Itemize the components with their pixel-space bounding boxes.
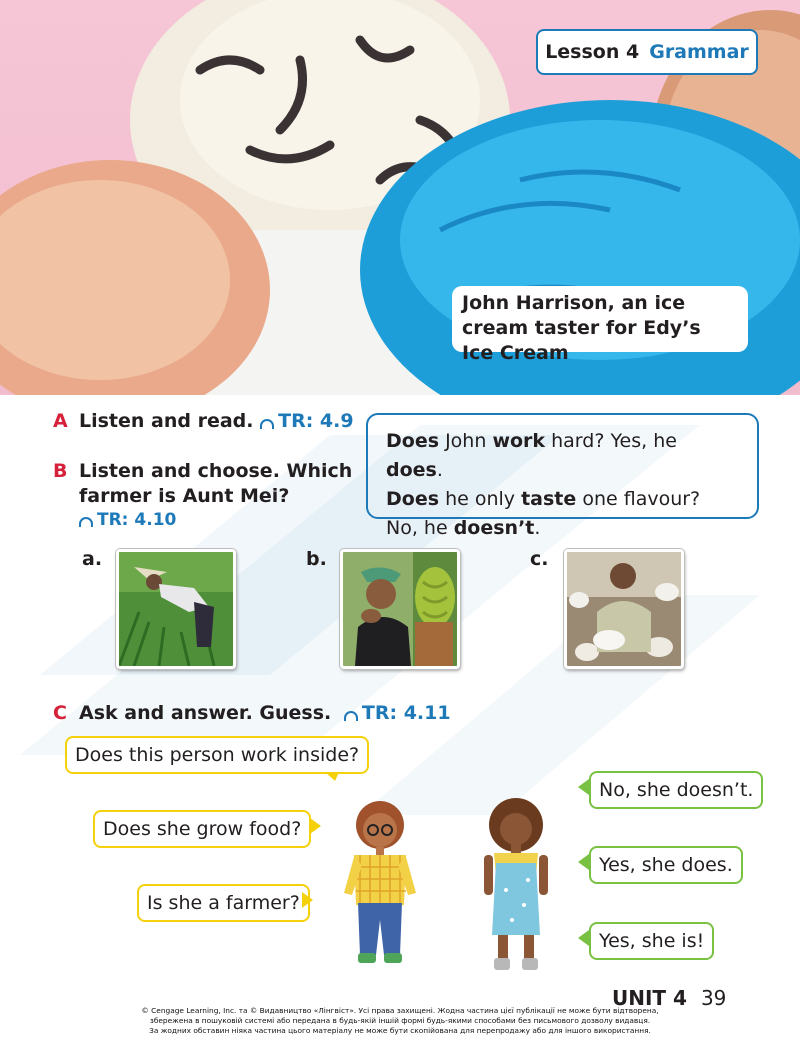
activity-letter: C: [53, 702, 67, 724]
boy-character-illustration: [340, 795, 420, 970]
activity-instruction-line2: farmer is Aunt Mei?: [79, 485, 290, 507]
legal-line: За жодних обставин ніяка частина цього матеріалу не може бути скопійована для перепродажу або для іншого використання.: [149, 1026, 651, 1035]
legal-line: збережена в пошуковій системі або передана в будь-якій іншій формі будь-якими способами без письмового дозволу видавця.: [149, 1016, 651, 1025]
grammar-bold: taste: [521, 488, 577, 510]
audio-track-link[interactable]: [344, 702, 451, 724]
answer-bubble-3: Yes, she is!: [589, 922, 714, 960]
grammar-text: .: [534, 517, 541, 539]
option-label-b: b.: [306, 548, 327, 570]
unit-label: UNIT 4: [612, 986, 687, 1010]
track-label: TR: 4.11: [361, 702, 451, 724]
grammar-line-2: [386, 485, 739, 514]
grammar-box: [366, 413, 759, 539]
activity-b: [53, 459, 352, 531]
answer-bubble-2: Yes, she does.: [589, 846, 743, 884]
answer-bubble-1: No, she doesn’t.: [589, 771, 763, 809]
option-photo-b[interactable]: [340, 549, 460, 669]
grammar-text: .: [436, 459, 443, 481]
grammar-text: John: [445, 430, 487, 452]
activity-instruction: Listen and read.: [79, 410, 254, 432]
option-label-a: a.: [82, 548, 103, 570]
headphones-icon: [344, 711, 358, 721]
grammar-text: hard? Yes, he: [551, 430, 677, 452]
option-photo-a[interactable]: [116, 549, 236, 669]
activity-letter: A: [53, 410, 68, 432]
legal-line: © Cengage Learning, Inc. та © Видавництво «Лінгвіст». Усі права захищені. Жодна частина цієї публікації не може бути відтворена,: [141, 1006, 659, 1015]
question-bubble-1: Does this person work inside?: [65, 736, 369, 774]
girl-character-illustration: [476, 795, 556, 975]
grammar-line-3: [386, 514, 739, 543]
grammar-text: No, he: [386, 517, 448, 539]
bubble-tail: [310, 818, 321, 834]
activity-a: [53, 409, 354, 434]
grammar-bold: work: [492, 430, 546, 452]
grammar-line-1: [386, 427, 739, 485]
activity-c: [53, 701, 451, 726]
option-photo-c[interactable]: [564, 549, 684, 669]
question-bubble-3: Is she a farmer?: [137, 884, 310, 922]
photo-caption: John Harrison, an ice cream taster for Edy’s Ice Cream: [452, 286, 748, 352]
headphones-icon: [260, 419, 274, 429]
section-label: Grammar: [649, 41, 749, 63]
activity-instruction-line1: Listen and choose. Which: [79, 460, 353, 482]
bubble-tail: [578, 930, 589, 946]
copyright-notice: [120, 1006, 680, 1036]
lesson-label: Lesson 4: [545, 41, 640, 63]
track-label: TR: 4.10: [97, 510, 177, 530]
photo-farmer-field: [119, 552, 233, 666]
grammar-bold: doesn’t: [453, 517, 535, 539]
photo-farmer-bananas: [343, 552, 457, 666]
photo-farmer-chickens: [567, 552, 681, 666]
grammar-bold: Does: [386, 488, 440, 510]
grammar-bold: Does: [386, 430, 440, 452]
question-bubble-2: Does she grow food?: [93, 810, 311, 848]
track-label: TR: 4.9: [278, 410, 354, 432]
audio-track-link[interactable]: [53, 509, 352, 531]
headphones-icon: [79, 517, 93, 527]
grammar-text: one flavour?: [582, 488, 701, 510]
bubble-tail: [325, 772, 339, 781]
bubble-tail: [578, 854, 589, 870]
hero-image: [0, 0, 800, 395]
activity-instruction: Ask and answer. Guess.: [79, 702, 332, 724]
activity-letter: B: [53, 460, 68, 482]
grammar-text: he only: [445, 488, 516, 510]
option-label-c: c.: [530, 548, 549, 570]
audio-track-link[interactable]: [260, 410, 353, 432]
lesson-tag: [536, 29, 758, 75]
bubble-tail: [302, 892, 313, 908]
bubble-tail: [578, 779, 589, 795]
page-number: 39: [700, 986, 727, 1010]
grammar-bold: does: [386, 459, 437, 481]
